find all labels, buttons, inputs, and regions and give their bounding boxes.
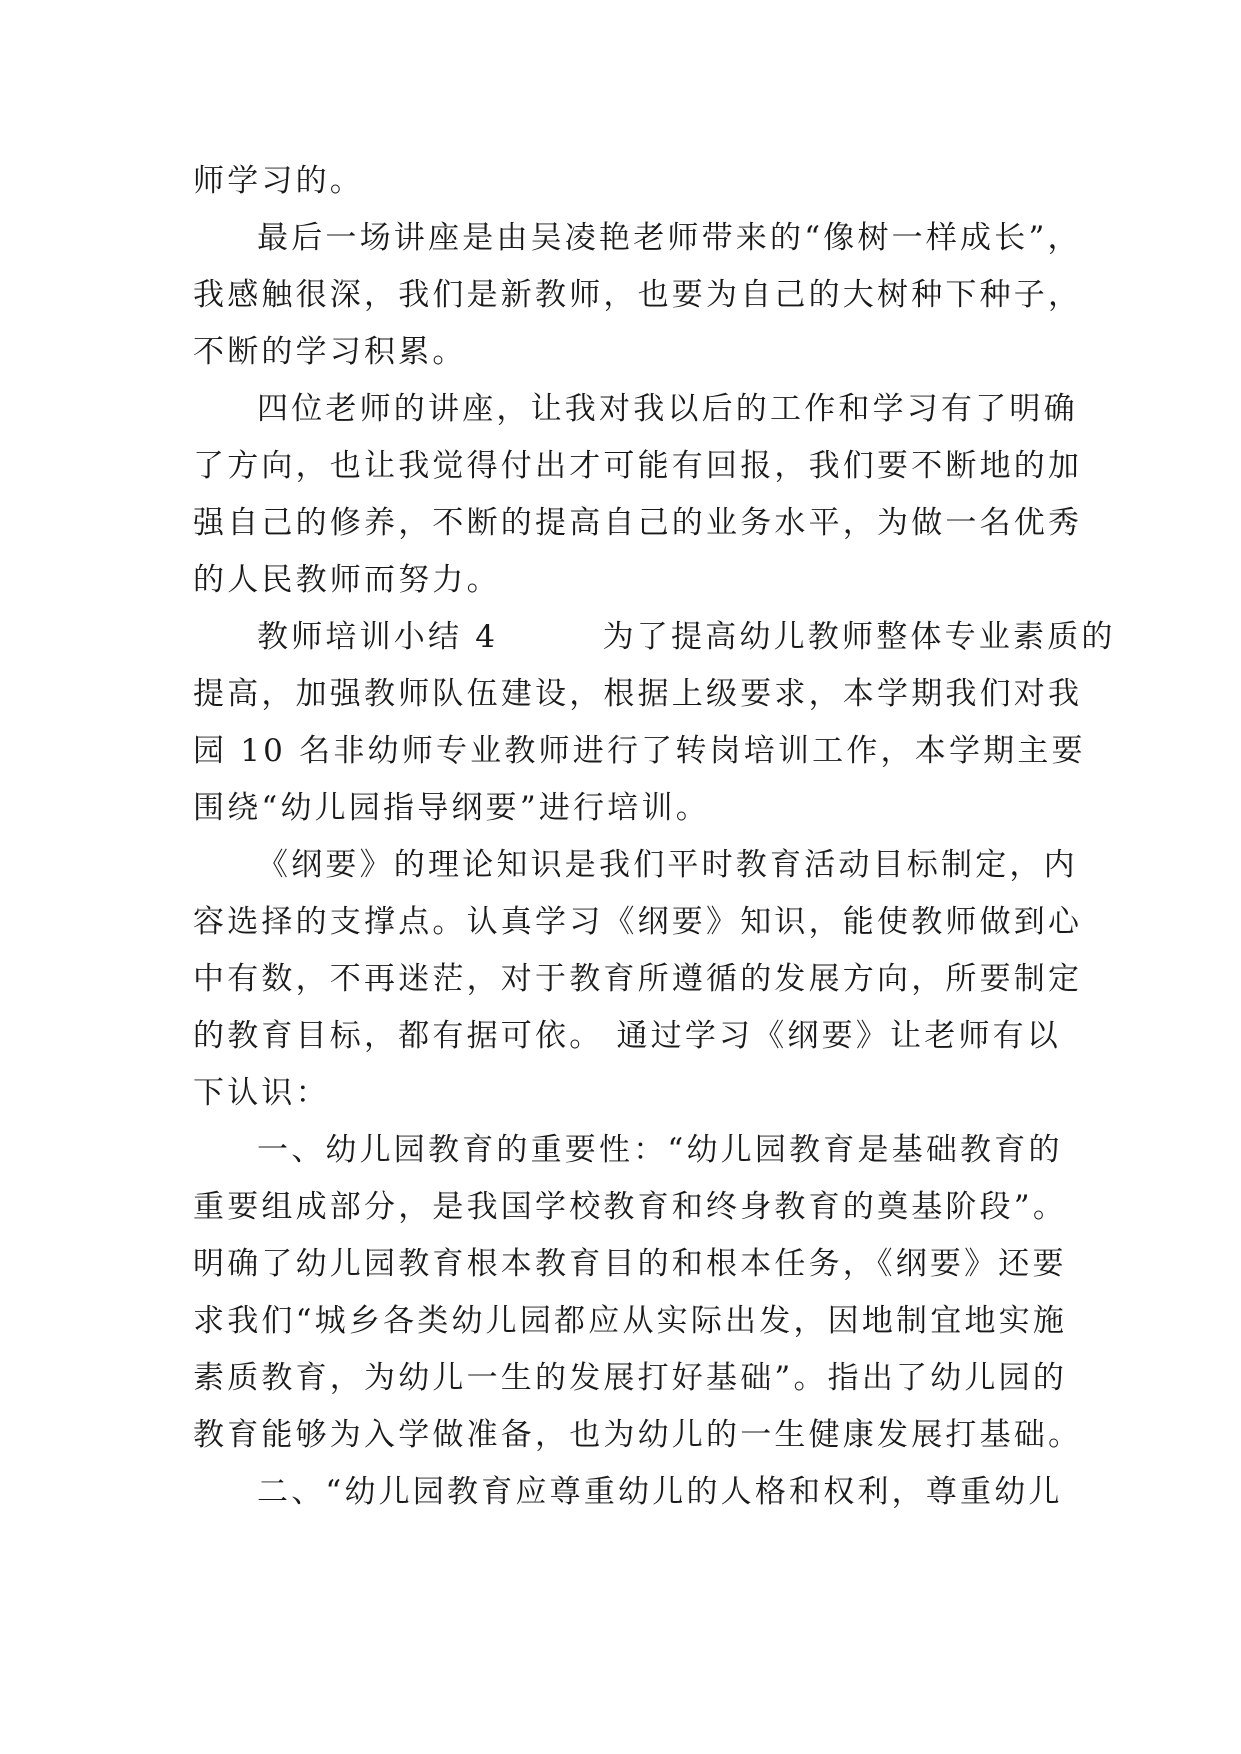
body-text: [193, 153, 1116, 1521]
text-line: 教师培训小结 4 为了提高幼儿教师整体专业素质的: [257, 619, 1116, 655]
text-line: 素质教育，为幼儿一生的发展打好基础”。指出了幼儿园的: [193, 1360, 1068, 1396]
text-line: 重要组成部分，是我国学校教育和终身教育的奠基阶段”。: [193, 1189, 1068, 1225]
text-line: 的教育目标，都有据可依。 通过学习《纲要》让老师有以: [193, 1018, 1062, 1054]
text-line: 的人民教师而努力。: [193, 562, 501, 598]
text-line: 我感触很深，我们是新教师，也要为自己的大树种下种子，: [193, 277, 1083, 313]
text-line: 四位老师的讲座，让我对我以后的工作和学习有了明确: [257, 391, 1078, 427]
text-line: 明确了幼儿园教育根本教育目的和根本任务，《纲要》还要: [193, 1246, 1067, 1282]
text-line: 求我们“城乡各类幼儿园都应从实际出发，因地制宜地实施: [193, 1303, 1068, 1339]
text-line: 《纲要》的理论知识是我们平时教育活动目标制定，内: [257, 847, 1078, 883]
text-line: 不断的学习积累。: [193, 334, 467, 370]
text-line: 了方向，也让我觉得付出才可能有回报，我们要不断地的加: [193, 448, 1083, 484]
text-line: 下认识：: [193, 1075, 330, 1111]
text-line: 中有数，不再迷茫，对于教育所遵循的发展方向，所要制定: [193, 961, 1083, 997]
text-line: 围绕“幼儿园指导纲要”进行培训。: [193, 790, 710, 826]
text-line: 教育能够为入学做准备，也为幼儿的一生健康发展打基础。: [193, 1417, 1083, 1453]
text-line: 容选择的支撑点。认真学习《纲要》知识，能使教师做到心: [193, 904, 1083, 940]
text-line: 园 10 名非幼师专业教师进行了转岗培训工作，本学期主要: [193, 733, 1086, 769]
text-line: 二、“幼儿园教育应尊重幼儿的人格和权利，尊重幼儿: [257, 1474, 1063, 1510]
text-line: 一、幼儿园教育的重要性：“幼儿园教育是基础教育的: [257, 1132, 1063, 1168]
text-line: 强自己的修养，不断的提高自己的业务水平，为做一名优秀: [193, 505, 1083, 541]
text-line: 最后一场讲座是由吴凌艳老师带来的“像树一样成长”，: [257, 220, 1082, 256]
text-line: 提高，加强教师队伍建设，根据上级要求，本学期我们对我: [193, 676, 1083, 712]
text-line: 师学习的。: [193, 163, 364, 199]
